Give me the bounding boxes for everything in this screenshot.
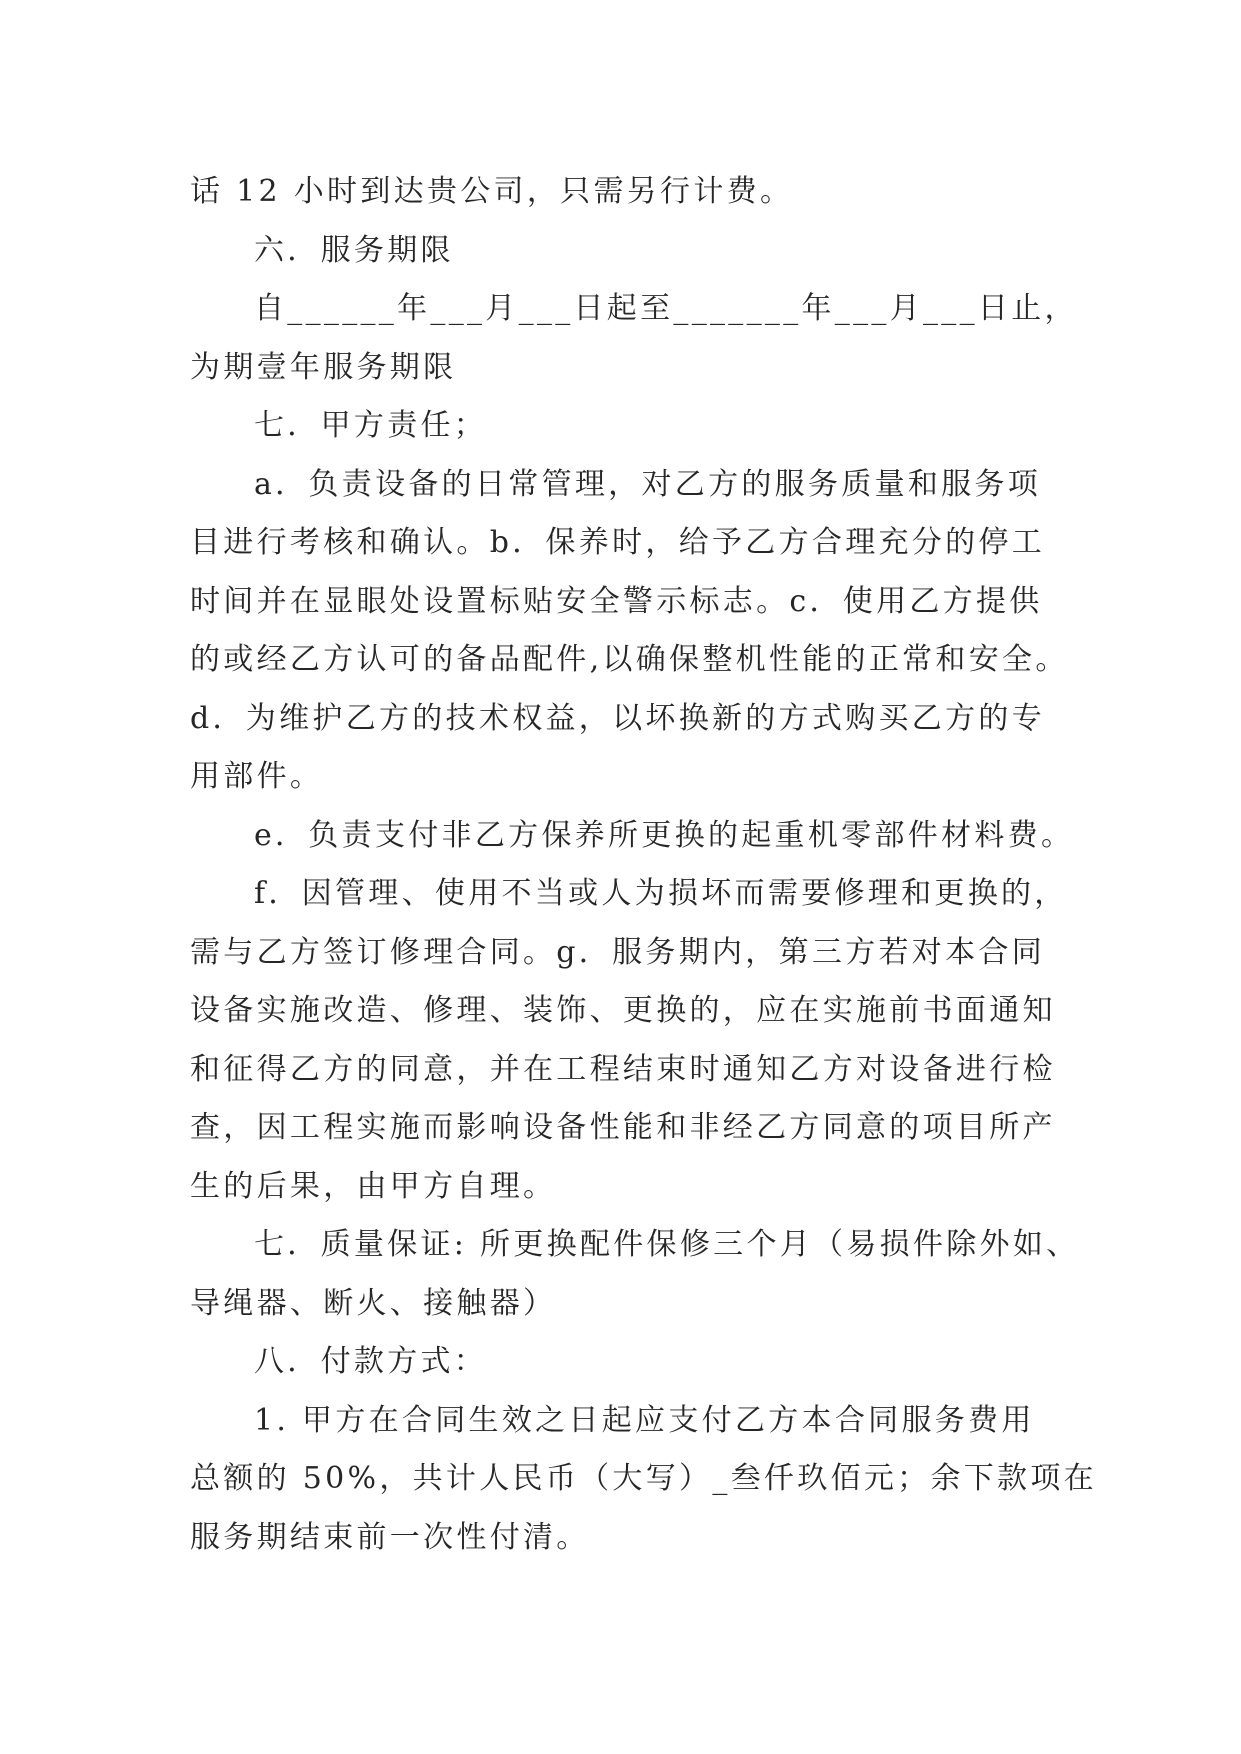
paragraph-line: 和征得乙方的同意，并在工程结束时通知乙方对设备进行检 xyxy=(190,1051,1056,1087)
paragraph-line: 话 12 小时到达贵公司，只需另行计费。 xyxy=(190,174,794,209)
document-body xyxy=(190,163,1097,1567)
paragraph-line: 时间并在显眼处设置标贴安全警示标志。c．使用乙方提供 xyxy=(190,583,1043,619)
paragraph-line: 服务期结束前一次性付清。 xyxy=(190,1519,590,1555)
paragraph-line: d．为维护乙方的技术权益，以坏换新的方式购买乙方的专 xyxy=(190,700,1046,736)
paragraph-line: 生的后果，由甲方自理。 xyxy=(190,1168,557,1204)
paragraph-line: 导绳器、断火、接触器） xyxy=(190,1285,557,1321)
section-heading-quality-guarantee: 七．质量保证: 所更换配件保修三个月（易损件除外如、 xyxy=(254,1227,1080,1262)
paragraph-line: 用部件。 xyxy=(190,759,324,794)
paragraph-line: 设备实施改造、修理、装饰、更换的，应在实施前书面通知 xyxy=(190,993,1056,1028)
section-heading-payment-method: 八．付款方式： xyxy=(254,1344,488,1379)
paragraph-line: a．负责设备的日常管理，对乙方的服务质量和服务项 xyxy=(254,466,1042,502)
paragraph-line: 1. 甲方在合同生效之日起应支付乙方本合同服务费用 xyxy=(254,1402,1035,1438)
paragraph-line: 自______年___月___日起至_______年___月___日止， xyxy=(254,291,1078,326)
paragraph-line: 目进行考核和确认。b．保养时，给予乙方合理充分的停工 xyxy=(190,525,1046,560)
paragraph-line: f．因管理、使用不当或人为损坏而需要修理和更换的， xyxy=(254,876,1068,911)
paragraph-line: 为期壹年服务期限 xyxy=(190,349,457,385)
paragraph-line: 总额的 50%，共计人民币（大写）_叁仟玖佰元；余下款项在 xyxy=(190,1461,1097,1496)
section-heading-service-period: 六．服务期限 xyxy=(254,232,454,268)
section-heading-party-a-duties: 七．甲方责任； xyxy=(254,408,488,443)
paragraph-line: e．负责支付非乙方保养所更换的起重机零部件材料费。 xyxy=(254,817,1075,853)
paragraph-line: 的或经乙方认可的备品配件,以确保整机性能的正常和安全。 xyxy=(190,642,1069,677)
paragraph-line: 查，因工程实施而影响设备性能和非经乙方同意的项目所产 xyxy=(190,1110,1056,1145)
paragraph-line: 需与乙方签订修理合同。g．服务期内，第三方若对本合同 xyxy=(190,934,1046,970)
